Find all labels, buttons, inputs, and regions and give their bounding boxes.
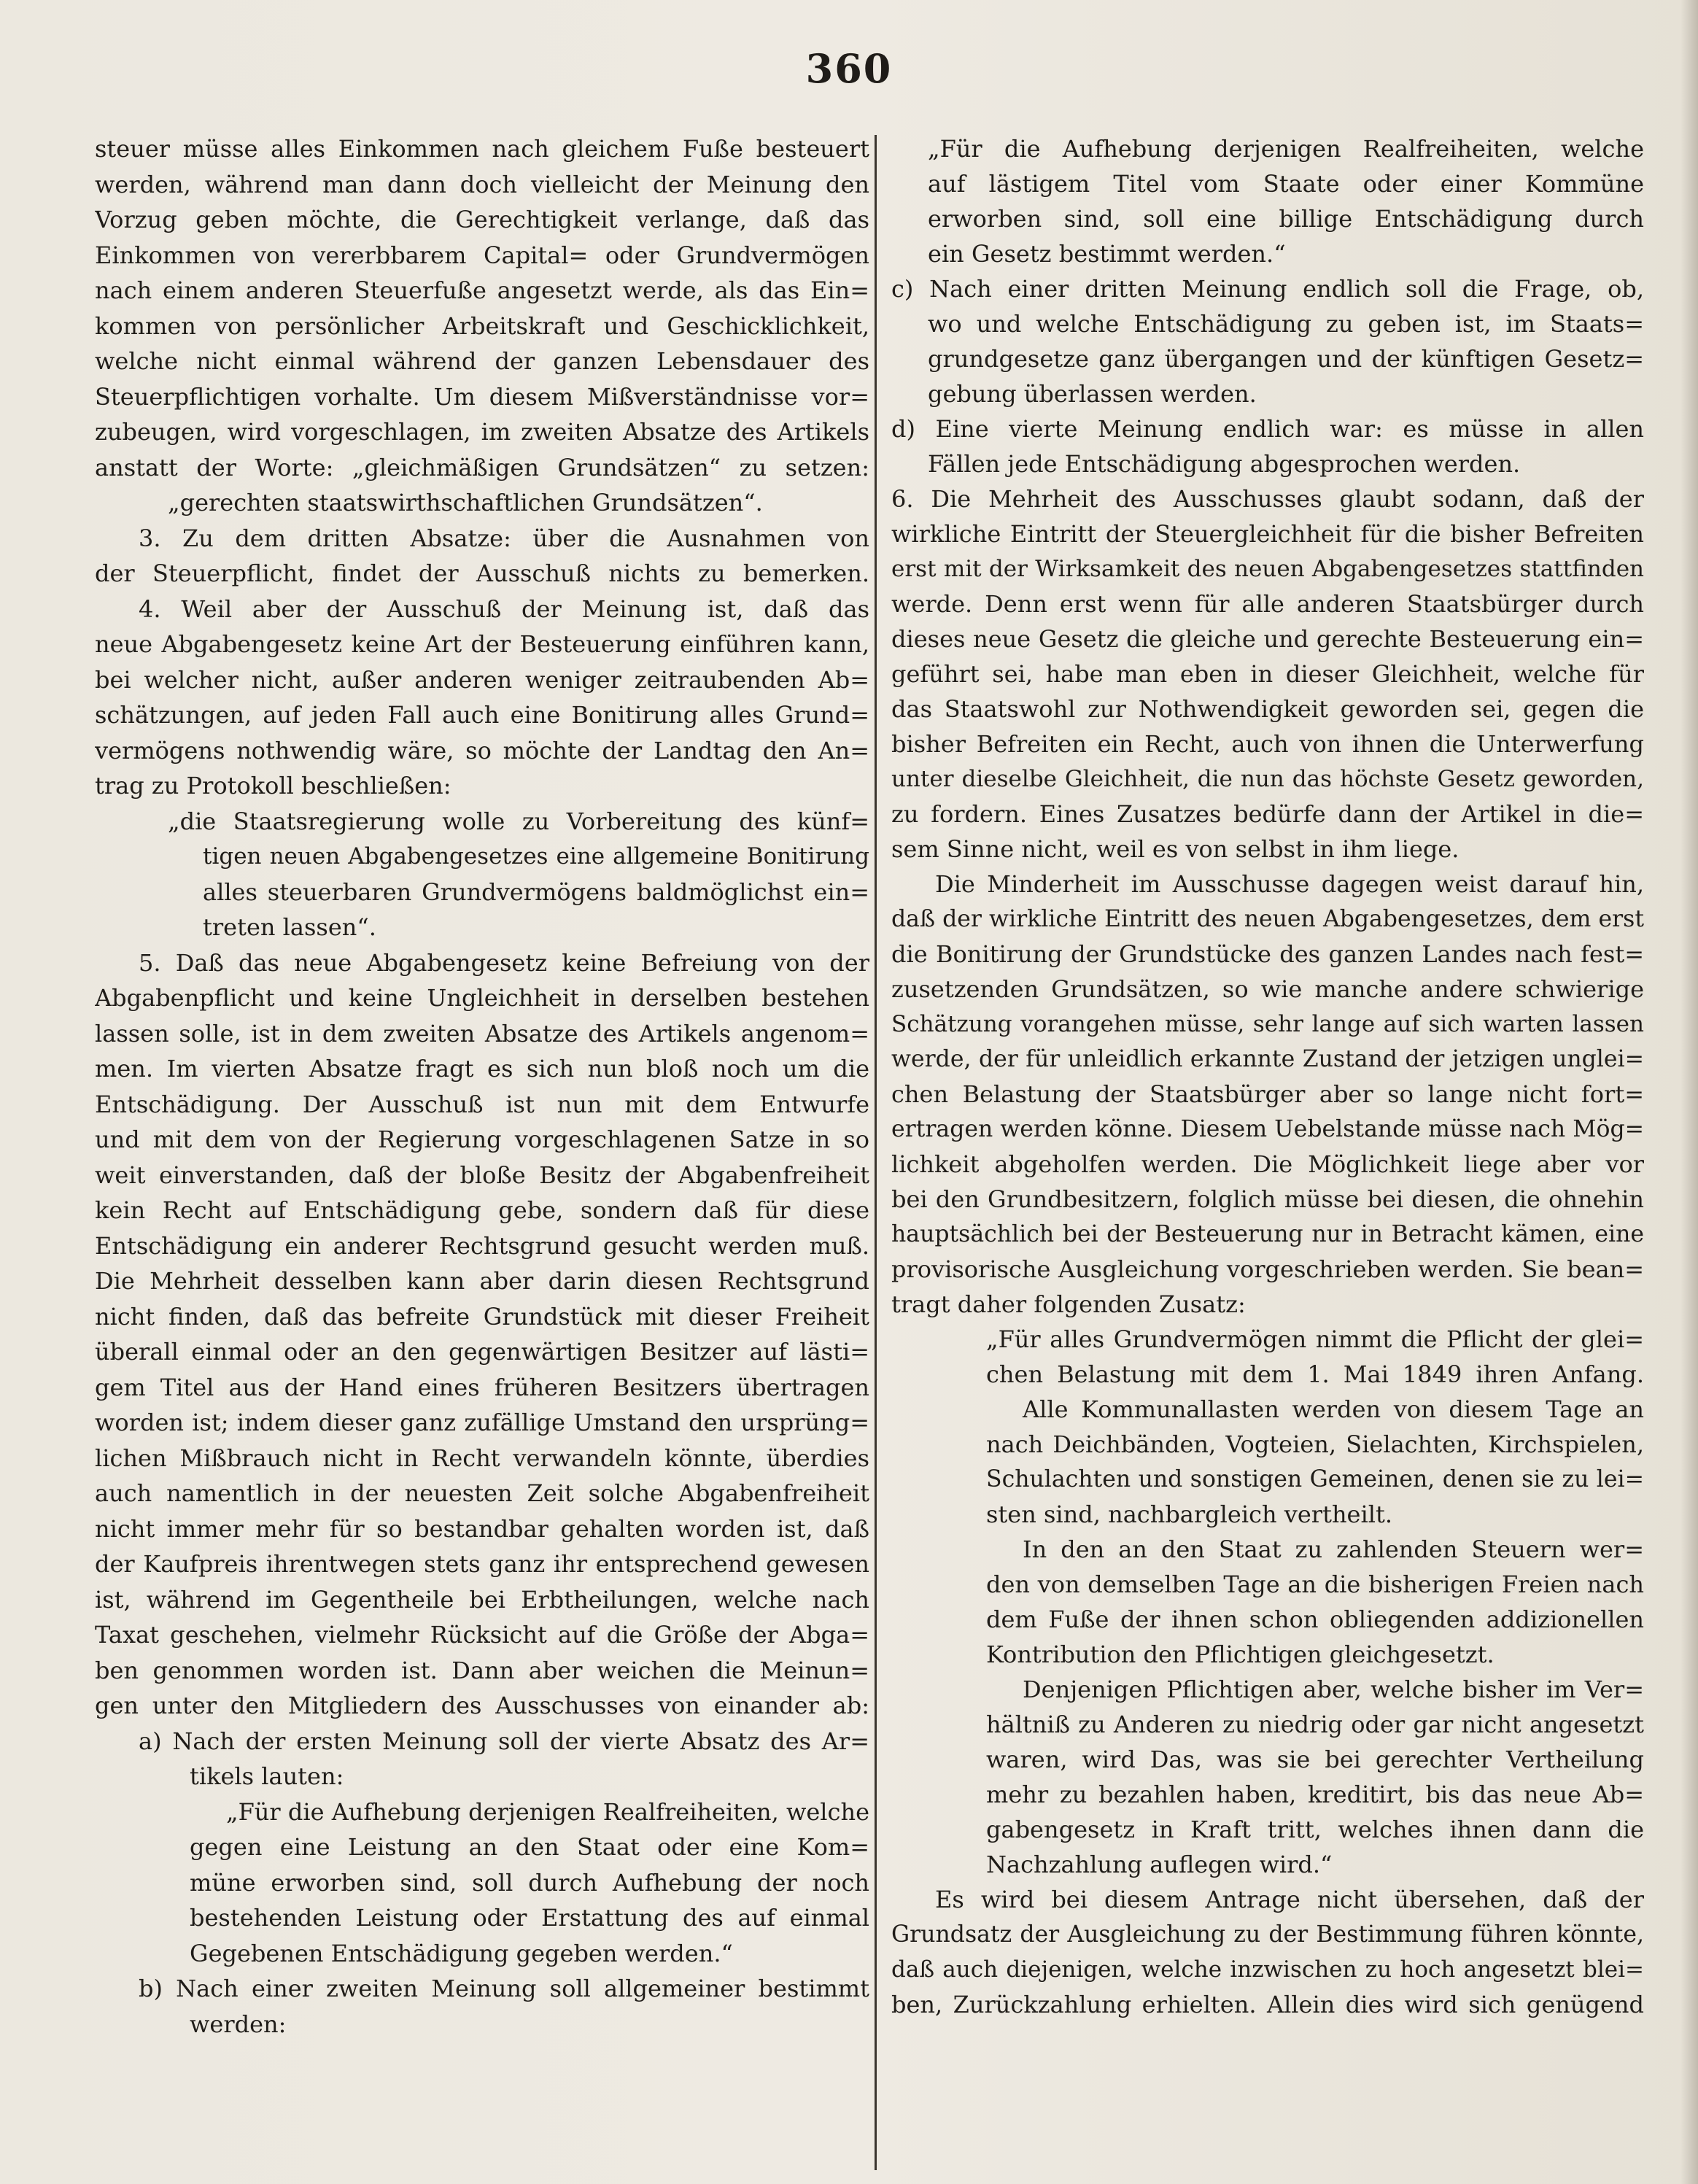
text-line: nicht immer mehr für so bestandbar gehalten worden ist, daß [95, 1514, 869, 1543]
text-line: ist, während im Gegentheile bei Erbtheilungen, welche nach [95, 1585, 869, 1614]
text-line: der Steuerpflicht, findet der Ausschuß nichts zu bemerken. [95, 559, 869, 587]
text-line: gegen eine Leistung an den Staat oder eine Kom= [190, 1833, 869, 1861]
text-line: gen unter den Mitgliedern des Ausschusses von einander ab: [95, 1692, 869, 1719]
text-line: gem Titel aus der Hand eines früheren Besitzers übertragen [95, 1373, 869, 1401]
text-line: auch namentlich in der neuesten Zeit solche Abgabenfreiheit [95, 1479, 869, 1507]
text-line: erworben sind, soll eine billige Entschädigung durch [928, 205, 1644, 233]
text-line: mehr zu bezahlen haben, kreditirt, bis das neue Ab= [986, 1781, 1644, 1808]
text-line: provisorische Ausgleichung vorgeschrieben werden. Sie bean= [891, 1255, 1644, 1283]
text-line: tigen neuen Abgabengesetzes eine allgemeine Bonitirung [203, 843, 869, 870]
text-line: dieses neue Gesetz die gleiche und gerechte Besteuerung ein= [891, 625, 1644, 653]
text-line: Die Mehrheit desselben kann aber darin diesen Rechtsgrund [95, 1267, 869, 1295]
text-line: d) Eine vierte Meinung endlich war: es müsse in allen [891, 415, 1644, 443]
text-line: „gerechten staatswirthschaftlichen Grundsätzen“. [168, 489, 763, 516]
text-line: anstatt der Worte: „gleichmäßigen Grundsätzen“ zu setzen: [95, 453, 869, 481]
text-line: tragt daher folgenden Zusatz: [891, 1290, 1246, 1318]
text-line: bestehenden Leistung oder Erstattung des auf einmal [190, 1904, 869, 1932]
text-line: lassen solle, ist in dem zweiten Absatze des Artikels angenom= [95, 1019, 869, 1048]
text-line: zusetzenden Grundsätzen, so wie manche andere schwierige [891, 975, 1644, 1003]
text-line: schätzungen, auf jeden Fall auch eine Bonitirung alles Grund= [95, 701, 869, 729]
text-line: unter dieselbe Gleichheit, die nun das höchste Gesetz geworden, [891, 766, 1644, 792]
text-line: Alle Kommunallasten werden von diesem Tage an [1023, 1395, 1644, 1423]
text-line: Schulachten und sonstigen Gemeinen, denen sie zu lei= [986, 1466, 1644, 1492]
text-line: auf lästigem Titel vom Staate oder einer Kommüne [928, 170, 1644, 198]
text-line: Abgabenpflicht und keine Ungleichheit in derselben bestehen [95, 984, 869, 1012]
text-line: bei welcher nicht, außer anderen weniger zeitraubenden Ab= [95, 665, 869, 694]
text-line: werde. Denn erst wenn für alle anderen Staatsbürger durch [891, 590, 1644, 618]
column-divider [875, 135, 877, 2170]
text-line: bisher Befreiten ein Recht, auch von ihnen die Unterwerfung [891, 730, 1644, 758]
text-line: tikels lauten: [190, 1762, 344, 1790]
text-line: In den an den Staat zu zahlenden Steuern wer= [1023, 1536, 1644, 1563]
text-line: hauptsächlich bei der Besteuerung nur in Betracht kämen, eine [891, 1221, 1644, 1247]
text-line: chen Belastung der Staatsbürger aber so lange nicht fort= [891, 1080, 1644, 1108]
text-line: trag zu Protokoll beschließen: [95, 772, 451, 799]
text-line: Denjenigen Pflichtigen aber, welche bisher im Ver= [1023, 1676, 1644, 1703]
text-line: erst mit der Wirksamkeit des neuen Abgabengesetzes stattfinden [891, 556, 1644, 582]
text-line: wo und welche Entschädigung zu geben ist, im Staats= [928, 310, 1644, 338]
text-line: lichkeit abgeholfen werden. Die Möglichkeit liege aber vor [891, 1150, 1644, 1178]
text-line: Die Minderheit im Ausschusse dagegen weist darauf hin, [935, 870, 1644, 898]
page-edge-shadow [1680, 0, 1698, 2184]
text-line: kommen von persönlicher Arbeitskraft und Geschicklichkeit, [95, 311, 869, 340]
text-line: 5. Daß das neue Abgabengesetz keine Befreiung von der [139, 948, 869, 977]
text-line: daß auch diejenigen, welche inzwischen zu hoch angesetzt blei= [891, 1956, 1644, 1983]
text-line: neue Abgabengesetz keine Art der Besteuerung einführen kann, [95, 630, 869, 658]
text-line: werden: [190, 2010, 287, 2038]
text-line: alles steuerbaren Grundvermögens baldmöglichst ein= [203, 878, 869, 906]
text-line: das Staatswohl zur Nothwendigkeit geworden sei, gegen die [891, 695, 1644, 723]
text-line: Einkommen von vererbbarem Capital= oder Grundvermögen [95, 241, 869, 269]
text-line: nicht finden, daß das befreite Grundstück mit dieser Freiheit [95, 1302, 869, 1331]
text-line: zubeugen, wird vorgeschlagen, im zweiten Absatze des Artikels [95, 418, 869, 446]
text-line: welche nicht einmal während der ganzen Lebensdauer des [95, 347, 869, 375]
text-line: 4. Weil aber der Ausschuß der Meinung ist, daß das [139, 595, 869, 623]
text-line: „Für die Aufhebung derjenigen Realfreiheiten, welche [928, 135, 1644, 163]
text-line: geführt sei, habe man eben in dieser Gleichheit, welche für [891, 660, 1644, 688]
text-line: men. Im vierten Absatze fragt es sich nun bloß noch um die [95, 1055, 869, 1083]
text-line: der Kaufpreis ihrentwegen stets ganz ihr entsprechend gewesen [95, 1550, 869, 1578]
text-line: zu fordern. Eines Zusatzes bedürfe dann der Artikel in die= [891, 800, 1644, 828]
text-line: weit einverstanden, daß der bloße Besitz der Abgabenfreiheit [95, 1161, 869, 1189]
text-line: Fällen jede Entschädigung abgesprochen werden. [928, 450, 1521, 478]
text-line: sten sind, nachbargleich vertheilt. [986, 1500, 1392, 1528]
left-column [95, 131, 869, 2042]
text-line: Grundsatz der Ausgleichung zu der Bestimmung führen könnte, [891, 1921, 1644, 1948]
text-line: Kontribution den Pflichtigen gleichgesetzt. [986, 1641, 1495, 1668]
text-line: Vorzug geben möchte, die Gerechtigkeit verlange, daß das [95, 206, 869, 233]
text-line: a) Nach der ersten Meinung soll der vierte Absatz des Ar= [139, 1727, 869, 1755]
text-line: nach einem anderen Steuerfuße angesetzt werde, als das Ein= [95, 276, 869, 304]
text-line: sem Sinne nicht, weil es von selbst in ihm liege. [891, 835, 1459, 863]
page-number: 360 [805, 45, 893, 92]
text-line: steuer müsse alles Einkommen nach gleichem Fuße besteuert [95, 135, 869, 163]
text-line: worden ist; indem dieser ganz zufällige Umstand den ursprüng= [95, 1409, 869, 1436]
text-line: gabengesetz in Kraft tritt, welches ihnen dann die [986, 1816, 1644, 1843]
text-line: nach Deichbänden, Vogteien, Sielachten, Kirchspielen, [986, 1430, 1644, 1458]
text-line: „die Staatsregierung wolle zu Vorbereitung des künf= [168, 807, 869, 835]
text-line: bei den Grundbesitzern, folglich müsse bei diesen, die ohnehin [891, 1185, 1644, 1213]
text-line: Taxat geschehen, vielmehr Rücksicht auf die Größe der Abga= [95, 1621, 869, 1649]
text-line: hältniß zu Anderen zu niedrig oder gar nicht angesetzt [986, 1711, 1644, 1738]
text-line: Es wird bei diesem Antrage nicht übersehen, daß der [935, 1886, 1644, 1913]
text-line: Gegebenen Entschädigung gegeben werden.“ [190, 1939, 733, 1967]
text-line: die Bonitirung der Grundstücke des ganzen Landes nach fest= [891, 940, 1644, 968]
text-line: lichen Mißbrauch nicht in Recht verwandeln könnte, überdies [95, 1444, 869, 1472]
text-line: Entschädigung. Der Ausschuß ist nun mit dem Entwurfe [95, 1090, 869, 1118]
text-line: 6. Die Mehrheit des Ausschusses glaubt sodann, daß der [891, 485, 1644, 513]
text-line: ben, Zurückzahlung erhielten. Allein dies wird sich genügend [891, 1991, 1644, 2018]
text-line: ein Gesetz bestimmt werden.“ [928, 240, 1286, 268]
right-column [891, 131, 1644, 2022]
text-line: ertragen werden könne. Diesem Uebelstande müsse nach Mög= [891, 1116, 1644, 1142]
text-line: daß der wirkliche Eintritt des neuen Abgabengesetzes, dem erst [891, 906, 1644, 932]
text-line: Steuerpflichtigen vorhalte. Um diesem Mißverständnisse vor= [95, 382, 869, 411]
text-line: den von demselben Tage an die bisherigen Freien nach [986, 1571, 1644, 1598]
text-line: dem Fuße der ihnen schon obliegenden addizionellen [986, 1606, 1644, 1633]
text-line: „Für alles Grundvermögen nimmt die Pflicht der glei= [986, 1325, 1644, 1353]
text-line: „Für die Aufhebung derjenigen Realfreiheiten, welche [226, 1797, 869, 1826]
text-line: werden, während man dann doch vielleicht der Meinung den [95, 170, 869, 198]
text-line: treten lassen“. [203, 913, 376, 941]
text-line: Schätzung vorangehen müsse, sehr lange auf sich warten lassen [891, 1011, 1644, 1037]
text-line: Entschädigung ein anderer Rechtsgrund gesucht werden muß. [95, 1231, 869, 1260]
text-line: grundgesetze ganz übergangen und der künftigen Gesetz= [928, 345, 1644, 373]
text-line: c) Nach einer dritten Meinung endlich soll die Frage, ob, [891, 275, 1644, 303]
text-line: b) Nach einer zweiten Meinung soll allgemeiner bestimmt [139, 1975, 869, 2002]
text-line: ben genommen worden ist. Dann aber weichen die Meinun= [95, 1656, 869, 1684]
text-line: müne erworben sind, soll durch Aufhebung der noch [190, 1868, 869, 1897]
text-line: Nachzahlung auflegen wird.“ [986, 1851, 1333, 1878]
text-line: waren, wird Das, was sie bei gerechter Vertheilung [986, 1746, 1644, 1773]
text-line: kein Recht auf Entschädigung gebe, sondern daß für diese [95, 1196, 869, 1224]
text-line: werde, der für unleidlich erkannte Zustand der jetzigen unglei= [891, 1046, 1644, 1072]
text-line: vermögens nothwendig wäre, so möchte der Landtag den An= [95, 736, 869, 764]
text-line: wirkliche Eintritt der Steuergleichheit für die bisher Befreiten [891, 520, 1644, 548]
text-line: gebung überlassen werden. [928, 380, 1257, 408]
text-line: chen Belastung mit dem 1. Mai 1849 ihren Anfang. [986, 1360, 1644, 1388]
text-line: überall einmal oder an den gegenwärtigen Besitzer auf lästi= [95, 1338, 869, 1366]
text-line: 3. Zu dem dritten Absatze: über die Ausnahmen von [139, 524, 869, 552]
text-line: und mit dem von der Regierung vorgeschlagenen Satze in so [95, 1126, 869, 1153]
